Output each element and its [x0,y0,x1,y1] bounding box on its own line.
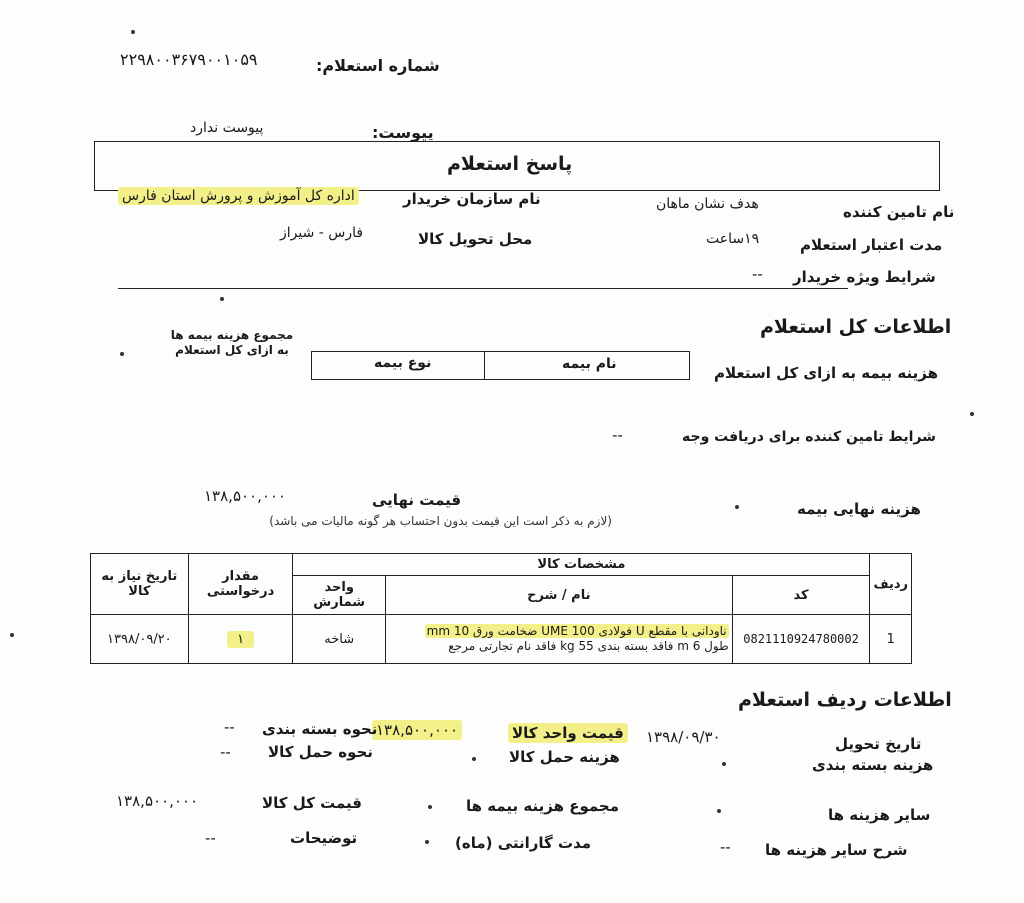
insurance-sum-label: مجموع هزینه بیمه ها [466,797,619,815]
packaging-cost-label: هزینه بسته بندی [812,756,934,774]
inquiry-number-label: شماره استعلام: [316,56,440,75]
transport-method-value: -- [220,743,231,761]
delivery-date-label: تاریخ تحویل [835,735,922,753]
delivery-place-value: فارس - شیراز [280,225,364,241]
validity-value: ۱۹ساعت [706,231,760,247]
items-table [90,553,912,664]
insurance-type-header: نوع بیمه [374,355,432,371]
item-name-line1: ناودانی با مقطع U فولادی UME 100 ضخامت ورق mm 10 [426,624,727,638]
final-insurance-label: هزینه نهایی بیمه [797,500,921,518]
cell-need-date: ۱۳۹۸/۰۹/۲۰ [91,615,189,664]
total-price-value: ۱۳۸,۵۰۰,۰۰۰ [116,792,199,810]
total-price-label: قیمت کل کالا [262,794,362,812]
page-title: پاسخ استعلام [447,153,573,175]
title-box [94,141,940,191]
final-price-value: ۱۳۸,۵۰۰,۰۰۰ [204,487,287,505]
scan-dot [220,297,224,301]
transport-method-label: نحوه حمل کالا [268,743,373,761]
price-note: (لازم به ذکر است این قیمت بدون احتساب هر گونه مالیات می باشد) [269,514,612,528]
scan-dot [722,762,726,766]
payment-conditions-label: شرایط تامین کننده برای دریافت وجه [682,429,936,445]
warranty-label: مدت گارانتی (ماه) [455,834,592,852]
unit-price-value: ۱۳۸,۵۰۰,۰۰۰ [372,720,462,740]
cell-unit: شاخه [293,615,386,664]
description-label: توضیحات [290,829,358,847]
buyer-conditions-label: شرایط ویژه خریدار [793,268,936,286]
cell-quantity [188,615,293,664]
insurance-total-label: مجموع هزینه بیمه ها به ازای کل استعلام [170,328,294,357]
buyer-conditions-value: -- [752,265,763,283]
other-costs-desc-label: شرح سایر هزینه ها [765,841,908,859]
header-specs: مشخصات کالا [293,554,870,576]
header-name: نام / شرح [386,576,733,615]
unit-price-label: قیمت واحد کالا [508,723,628,743]
table-row [91,615,912,664]
scan-dot [10,633,14,637]
other-costs-label: سایر هزینه ها [828,806,931,824]
cell-code: 0821110924780002 [732,615,870,664]
row-info-section-title: اطلاعات ردیف استعلام [738,689,952,711]
attachment-value: پیوست ندارد [190,120,264,136]
divider [118,288,848,289]
payment-conditions-value: -- [612,426,623,444]
delivery-date-value: ۱۳۹۸/۰۹/۳۰ [646,728,721,746]
scan-dot [428,805,432,809]
header-row-number: ردیف [870,554,912,615]
header-need-date: تاریخ نیاز به کالا [91,554,189,615]
scan-dot [735,505,739,509]
supplier-name-label: نام تامین کننده [843,203,955,221]
cell-name [386,615,733,664]
scan-dot [970,412,974,416]
cell-row-number: 1 [870,615,912,664]
packaging-method-label: نحوه بسته بندی [262,720,378,738]
quantity-value: ۱ [227,631,254,648]
scan-dot [425,840,429,844]
validity-label: مدت اعتبار استعلام [800,236,943,254]
general-section-title: اطلاعات کل استعلام [760,316,952,338]
scan-dot [120,352,124,356]
item-name-line2: طول m 6 فاقد بسته بندی kg 55 فاقد نام تجارتی مرجع [448,639,729,653]
scan-dot [472,757,476,761]
insurance-cost-label: هزینه بیمه به ازای کل استعلام [714,364,938,382]
attachment-label: پیوست: [372,123,434,142]
insurance-table [311,351,690,380]
header-unit: واحد شمارش [293,576,386,615]
transport-cost-label: هزینه حمل کالا [509,748,620,766]
final-price-label: قیمت نهایی [372,491,462,509]
inquiry-number-value: ۲۲۹۸۰۰۳۶۷۹۰۰۱۰۵۹ [120,50,258,69]
packaging-method-value: -- [224,718,235,736]
header-quantity: مقدار درخواستی [188,554,293,615]
delivery-place-label: محل تحویل کالا [418,230,533,248]
header-code: کد [732,576,870,615]
buyer-org-label: نام سازمان خریدار [403,190,541,208]
scan-dot [131,30,135,34]
other-costs-desc-value: -- [720,838,731,856]
scan-dot [717,809,721,813]
buyer-org-value: اداره کل آموزش و پرورش استان فارس [118,187,359,205]
supplier-name-value: هدف نشان ماهان [656,196,759,212]
insurance-name-header: نام بیمه [562,356,617,372]
description-value: -- [205,829,216,847]
